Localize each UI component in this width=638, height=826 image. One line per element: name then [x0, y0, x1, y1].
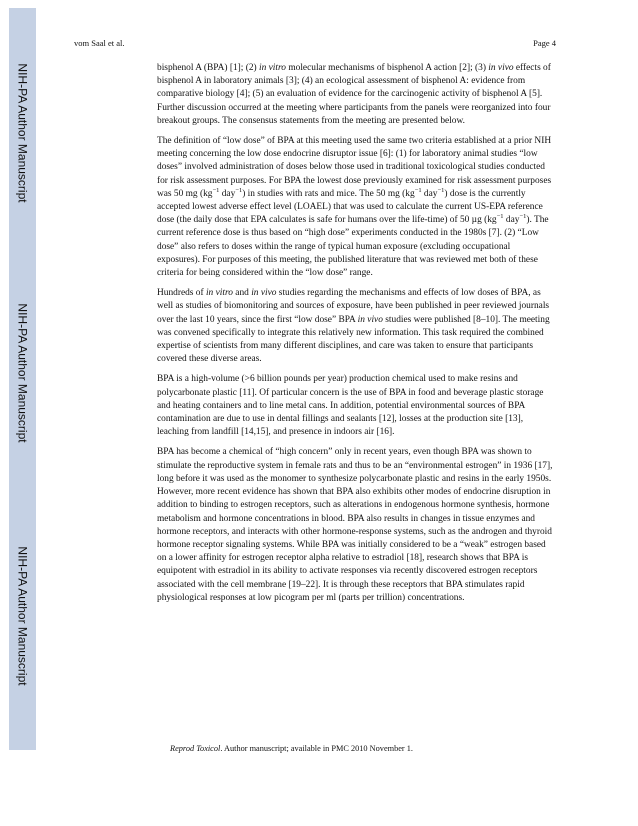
- article-body: [157, 62, 555, 612]
- paragraph-4: BPA is a high-volume (>6 billion pounds per year) production chemical used to make resins and polycarbonate plastic [11]. Of particular concern is the use of BPA in food and beverage plastic storage and heating containers and to line metal cans. In addition, potential environmental sources of BPA contamination are due to use in dental fillings and sealants [12], losses at the production site [13], leaching from landfill [14,15], and presence in indoors air [16].: [157, 374, 544, 438]
- paragraph-1: bisphenol A (BPA) [1]; (2) in vitro molecular mechanisms of bisphenol A action [2]; (3) in vivo effects of bisphenol A in laboratory animals [3]; (4) an ecological assessment of bisphenol A: evidence from comparative biology [4]; (5) an evaluation of evidence for the carcinogenic activity of bisphenol A [5]. Further discussion occurred at the meeting where participants from the panels were reorganized into four breakout groups. The consensus statements from the meeting are presented below.: [157, 63, 551, 126]
- paragraph-3: Hundreds of in vitro and in vivo studies regarding the mechanisms and effects of low doses of BPA, as well as studies of biomonitoring and sources of exposure, have been published in peer reviewed journals over the last 10 years, since the first “low dose” BPA in vivo studies were published [8–10]. The meeting was convened specifically to integrate this relatively new information. This task required the combined expertise of scientists from many different disciplines, and care was taken to ensure that participants covered these diverse areas.: [157, 288, 550, 365]
- paragraph-5: BPA has become a chemical of “high concern” only in recent years, even though BPA was shown to stimulate the reproductive system in female rats and thus to be an “environmental estrogen” in 1936 [17], long before it was used as the monomer to synthesize polycarbonate plastic and resins in the early 1950s. However, more recent evidence has shown that BPA also exhibits other modes of endocrine disruption in addition to binding to estrogen receptors, such as alterations in endogenous hormone synthesis, hormone metabolism and hormone concentrations in blood. BPA also results in changes in tissue enzymes and hormone receptors, and interacts with other hormone-response systems, such as the androgen and thyroid hormone receptor signaling systems. While BPA was initially considered to be a “weak” estrogen based on a lower affinity for estrogen receptor alpha relative to estradiol [18], research shows that BPA is equipotent with estradiol in its ability to activate responses via recently discovered estrogen receptors associated with the cell membrane [19–22]. It is through these receptors that BPA stimulates rapid physiological responses at low picogram per ml (parts per trillion) concentrations.: [157, 447, 553, 603]
- page-number: Page 4: [533, 38, 556, 48]
- sidebar-label-1: NIH-PA Author Manuscript: [15, 63, 30, 203]
- sidebar-label-3: NIH-PA Author Manuscript: [15, 546, 30, 686]
- paragraph-2: The definition of “low dose” of BPA at this meeting used the same two criteria established at a prior NIH meeting concerning the low dose endocrine disruptor issue [6]: (1) for laboratory animal studies “low doses” involved administration of doses below those used in traditional toxicological studies conducted for risk assessment purposes. For BPA the lowest dose previously examined for risk assessment purposes was 50 mg ($kg^{-1}$ day$^{-1}$) in studies with rats and mice. The 50 mg ($kg^{-1}$ day$^{-1}$) dose is the currently accepted lowest adverse effect level (LOAEL) that was used to calculate the current US-EPA reference dose (the daily dose that EPA calculates is safe for humans over the life-time) of 50 µg ($kg^{-1}$ day$^{-1}$). The current reference dose is thus based on “high dose” experiments conducted in the 1980s [7]. (2) “Low dose” also refers to doses within the range of typical human exposure (excluding occupational exposures). For purposes of this meeting, the published literature that was reviewed met both of these criteria for being considered within the “low dose” range.: [157, 136, 552, 279]
- sidebar-label-2: NIH-PA Author Manuscript: [15, 303, 30, 443]
- nih-sidebar: [9, 8, 36, 750]
- running-header-author: vom Saal et al.: [74, 38, 125, 48]
- page-footer: Reprod Toxicol. Author manuscript; available in PMC 2010 November 1.: [170, 744, 413, 753]
